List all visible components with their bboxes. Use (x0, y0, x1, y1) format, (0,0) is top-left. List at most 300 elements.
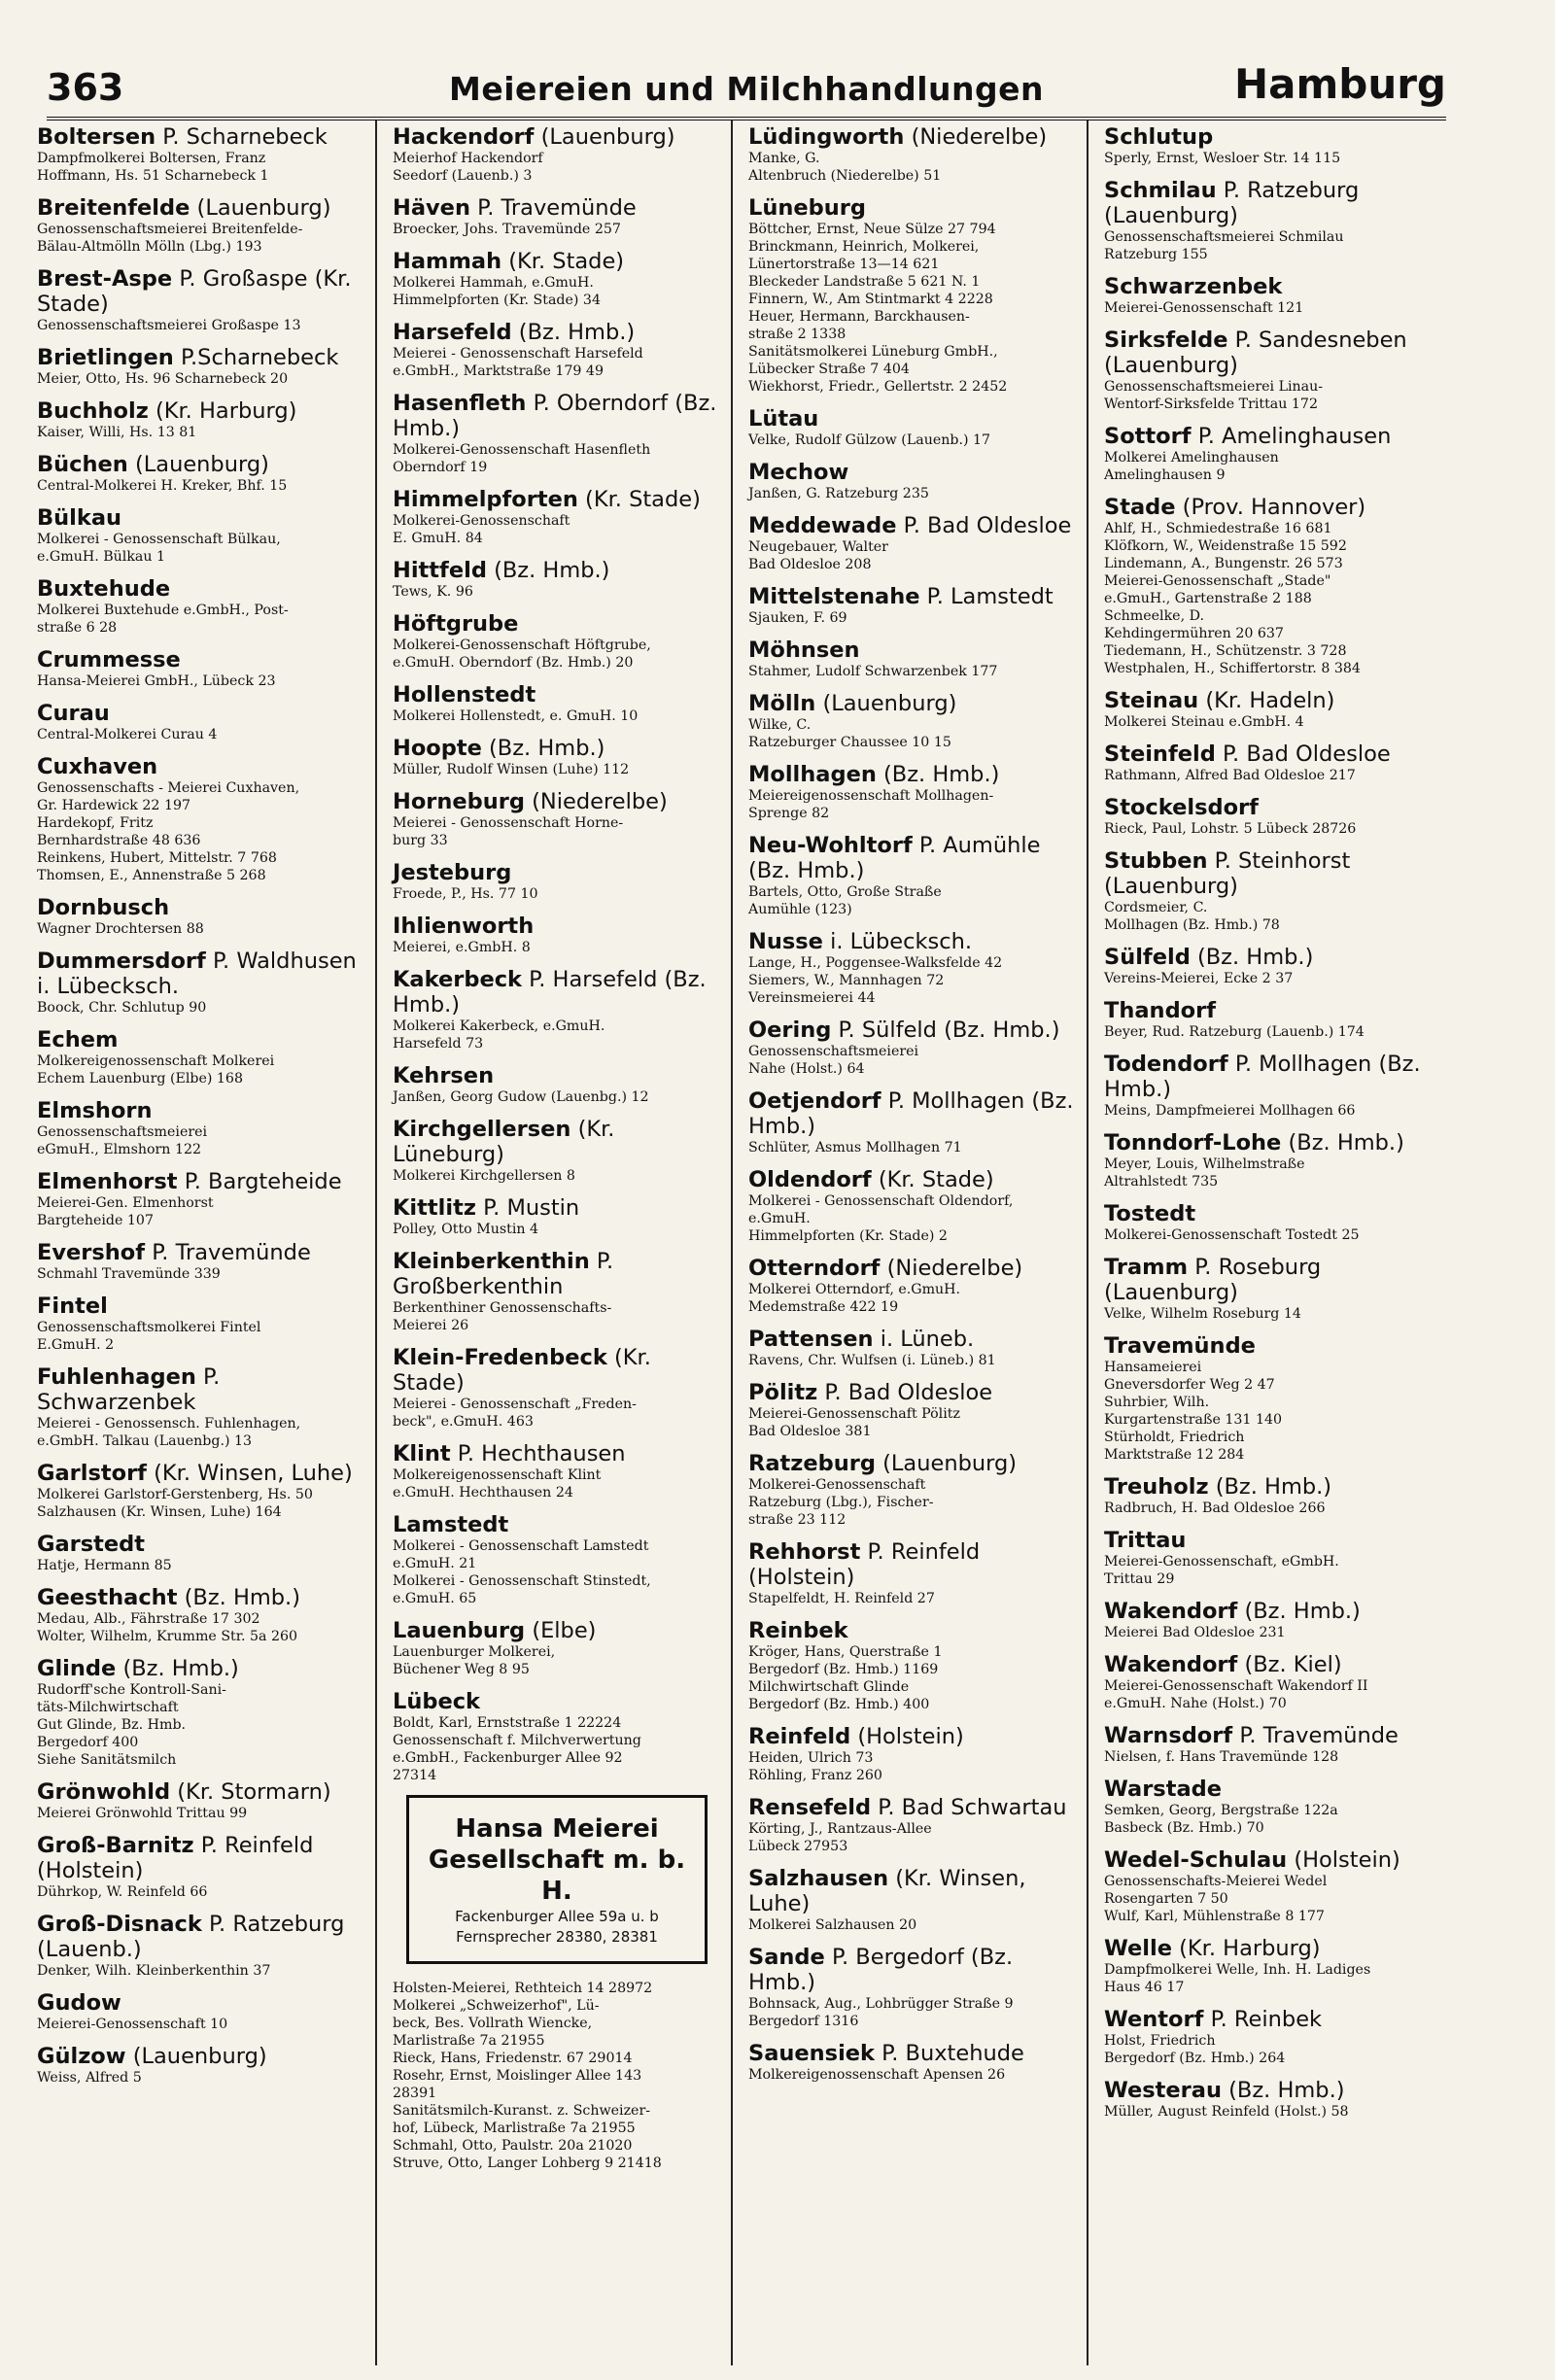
listing-line: Central-Molkerei H. Kreker, Bhf. 15 (37, 478, 288, 494)
directory-entry (393, 1345, 721, 1431)
place-name: Elmenhorst (37, 1169, 178, 1194)
place-region: (Kr. Stade) (508, 249, 625, 274)
listing-line: Genossenschaftsmeierei Großaspe 13 (37, 318, 301, 333)
place-name: Schlutup (1104, 124, 1214, 150)
listing-line: Molkereigenossenschaft Apensen 26 (748, 2067, 1006, 2083)
listing-line: Meierei - Genossenschaft „Freden- (393, 1397, 637, 1412)
place-name: Hollenstedt (393, 682, 536, 707)
listing-line: Molkerei Steinau e.GmbH. 4 (1104, 714, 1304, 730)
listing-line: Molkerei Kakerbeck, e.GmuH. (393, 1018, 605, 1034)
place-region: (Kr. Stade) (393, 1345, 651, 1396)
place-name: Travemünde (1104, 1333, 1256, 1359)
place-heading (393, 1345, 721, 1396)
listing-line: Aumühle (123) (748, 902, 852, 917)
place-heading (393, 736, 721, 761)
place-region: (Kr. Winsen, Luhe) (748, 1866, 1026, 1916)
listing-line: Genossenschaftsmeierei (37, 1124, 208, 1140)
place-name: Salzhausen (748, 1866, 889, 1891)
place-region: P. Mollhagen (Bz. Hmb.) (748, 1088, 1074, 1139)
place-heading (37, 1027, 365, 1052)
listing-line: Schmahl, Otto, Paulstr. 20a 21020 (393, 2138, 633, 2154)
place-heading (37, 1990, 365, 2016)
place-name: Klein-Fredenbeck (393, 1345, 607, 1370)
directory-entry (1104, 1652, 1434, 1712)
place-heading (37, 1461, 365, 1486)
listing-line: Molkerei Kirchgellersen 8 (393, 1168, 575, 1184)
place-name: Sauensiek (748, 2041, 876, 2066)
place-heading (37, 505, 365, 531)
listing-line: straße 6 28 (37, 620, 118, 636)
listing-line: Himmelpforten (Kr. Stade) 2 (748, 1228, 948, 1244)
listing-line: Meier, Otto, Hs. 96 Scharnebeck 20 (37, 371, 289, 387)
place-name: Westerau (1104, 2078, 1222, 2103)
place-heading (1104, 1776, 1434, 1802)
listing-line: Meierei - Genossenschaft Harsefeld (393, 346, 643, 362)
directory-entry (37, 1990, 365, 2033)
listing-line: Manke, G. (748, 151, 820, 166)
listing-line: e.GmuH. Nahe (Holst.) 70 (1104, 1696, 1287, 1711)
place-name: Büchen (37, 452, 128, 477)
place-region: P. Hechthausen (457, 1441, 626, 1466)
listing-line: Lübeck 27953 (748, 1839, 848, 1854)
place-name: Klint (393, 1441, 451, 1466)
place-heading (1104, 1528, 1434, 1553)
listing-line: Bergedorf 400 (37, 1735, 139, 1750)
listing-line: Meierei, e.GmbH. 8 (393, 940, 531, 955)
directory-entry (37, 754, 365, 884)
place-name: Steinfeld (1104, 742, 1216, 767)
place-heading (1104, 1599, 1434, 1624)
place-name: Oetjendorf (748, 1088, 881, 1114)
place-heading (1104, 1333, 1434, 1359)
ad-phone: Fernsprecher 28380, 28381 (456, 1928, 658, 1946)
listing-line: Hatje, Hermann 85 (37, 1558, 172, 1573)
listing-line: Molkerei Hammah, e.GmuH. (393, 275, 594, 291)
listing-line: Vereinsmeierei 44 (748, 990, 876, 1006)
listing-line: Rosehr, Ernst, Moislinger Allee 143 (393, 2068, 642, 2084)
place-name: Mittelstenahe (748, 584, 920, 609)
directory-entry (393, 914, 721, 956)
listing-line: Meierei - Genossenschaft Horne- (393, 815, 624, 831)
directory-entry (748, 1327, 1077, 1369)
city-heading: Hamburg (1234, 60, 1446, 108)
place-name: Brietlingen (37, 345, 174, 370)
directory-entry (37, 1364, 365, 1450)
listing-line: e.GmuH. 65 (393, 1591, 477, 1606)
place-region: P. Bad Schwartau (878, 1795, 1067, 1820)
place-heading (748, 691, 1077, 716)
place-region: (Niederelbe) (886, 1256, 1023, 1281)
place-heading (1104, 795, 1434, 820)
listing-line: Heiden, Ulrich 73 (748, 1750, 874, 1766)
listing-line: Wagner Drochtersen 88 (37, 921, 204, 937)
place-heading (393, 249, 721, 274)
listing-line: Genossenschaftsmeierei Breitenfelde- (37, 222, 303, 237)
columns (31, 121, 1450, 2365)
place-name: Sirksfelde (1104, 328, 1228, 353)
place-heading (1104, 495, 1434, 520)
place-heading (37, 266, 365, 317)
listing-line: Mollhagen (Bz. Hmb.) 78 (1104, 917, 1280, 933)
directory-entry (393, 1117, 721, 1185)
listing-line: Amelinghausen 9 (1104, 467, 1226, 483)
listing-line: Molkerei - Genossenschaft Stinstedt, (393, 1573, 651, 1589)
place-name: Himmelpforten (393, 487, 578, 512)
place-name: Rehhorst (748, 1539, 861, 1565)
place-name: Bülkau (37, 505, 122, 531)
place-name: Steinau (1104, 688, 1199, 713)
place-heading (37, 1364, 365, 1415)
place-heading (37, 576, 365, 602)
place-heading (37, 1240, 365, 1265)
place-heading (37, 452, 365, 477)
listing-line: Gut Glinde, Bz. Hmb. (37, 1717, 187, 1733)
place-heading (37, 1532, 365, 1557)
place-name: Pattensen (748, 1327, 874, 1352)
listing-line: Bohnsack, Aug., Lohbrügger Straße 9 (748, 1996, 1014, 2012)
place-heading (393, 1195, 721, 1221)
place-name: Häven (393, 195, 470, 221)
listing-line: Molkerei-Genossenschaft Tostedt 25 (1104, 1227, 1360, 1243)
place-region: P. Lamstedt (926, 584, 1054, 609)
listing-line: Molkerei Otterndorf, e.GmuH. (748, 1282, 961, 1297)
place-heading (1104, 848, 1434, 899)
place-name: Reinbek (748, 1618, 848, 1643)
directory-entry (748, 638, 1077, 680)
listing-line: Rathmann, Alfred Bad Oldesloe 217 (1104, 768, 1356, 783)
directory-entry (37, 195, 365, 256)
listing-line: Rosengarten 7 50 (1104, 1891, 1228, 1907)
place-name: Dummersdorf (37, 949, 206, 974)
listing-line: Körting, J., Rantzaus-Allee (748, 1821, 932, 1837)
place-heading (1104, 1474, 1434, 1500)
directory-entry (1104, 124, 1434, 167)
listing-line: Müller, Rudolf Winsen (Luhe) 112 (393, 762, 630, 777)
directory-entry (748, 195, 1077, 396)
listing-line: Meierei Bad Oldesloe 231 (1104, 1625, 1286, 1640)
listing-line: Bälau-Altmölln Mölln (Lbg.) 193 (37, 239, 262, 255)
listing-line: Böttcher, Ernst, Neue Sülze 27 794 (748, 222, 996, 237)
directory-entry (748, 1724, 1077, 1784)
listing-line: straße 23 112 (748, 1512, 847, 1528)
listing-line: Molkerei-Genossenschaft (393, 513, 570, 529)
listing-line: Molkerei Hollenstedt, e. GmuH. 10 (393, 708, 639, 724)
place-name: Boltersen (37, 124, 156, 150)
listing-line: Genossenschaft f. Milchverwertung (393, 1733, 641, 1748)
place-region: (Bz. Hmb.) (518, 320, 636, 345)
place-heading (37, 895, 365, 920)
place-name: Lüneburg (748, 195, 866, 221)
listing-line: Bartels, Otto, Große Straße (748, 884, 942, 900)
listing-line: eGmuH., Elmshorn 122 (37, 1142, 202, 1157)
place-region: (Bz. Hmb.) (1215, 1474, 1332, 1500)
listing-line: Bergedorf (Bz. Hmb.) 264 (1104, 2051, 1286, 2066)
place-name: Ihlienworth (393, 914, 535, 939)
directory-entry (748, 124, 1077, 185)
place-name: Kittlitz (393, 1195, 476, 1221)
directory-entry (1104, 1201, 1434, 1244)
place-region: P. Reinfeld (Holstein) (37, 1833, 314, 1883)
listing-line: Molkerei - Genossenschaft Lamstedt (393, 1538, 649, 1554)
listing-line: Sprenge 82 (748, 806, 830, 821)
listing-line: Stürholdt, Friedrich (1104, 1430, 1245, 1445)
place-name: Nusse (748, 929, 823, 954)
listing-line: Wentorf-Sirksfelde Trittau 172 (1104, 397, 1318, 412)
place-region: (Holstein) (857, 1724, 964, 1749)
listing-line: e.GmuH. 21 (393, 1556, 477, 1571)
place-heading (748, 1451, 1077, 1476)
place-heading (37, 1912, 365, 1962)
place-heading (1104, 124, 1434, 150)
directory-entry (393, 124, 721, 185)
column-2 (387, 121, 733, 2365)
directory-entry (393, 487, 721, 547)
listing-line: Himmelpforten (Kr. Stade) 34 (393, 293, 601, 308)
listing-line: Hoffmann, Hs. 51 Scharnebeck 1 (37, 168, 269, 184)
directory-entry (1104, 795, 1434, 838)
place-heading (393, 195, 721, 221)
listing-line: Lünertorstraße 13—14 621 (748, 257, 940, 272)
place-heading (393, 1441, 721, 1466)
place-region: P. Bad Oldesloe (824, 1380, 993, 1405)
place-name: Otterndorf (748, 1256, 881, 1281)
place-heading (1104, 688, 1434, 713)
listing-line: 27314 (393, 1768, 437, 1783)
directory-entry (37, 1240, 365, 1283)
listing-line: Meierei-Genossenschaft, eGmbH. (1104, 1554, 1339, 1569)
place-name: Garstedt (37, 1532, 146, 1557)
place-region: (Lauenburg) (882, 1451, 1018, 1476)
place-name: Hasenfleth (393, 391, 527, 416)
place-heading (37, 1169, 365, 1194)
place-region: P. Ratzeburg (Lauenburg) (1104, 178, 1360, 228)
directory-entry (393, 736, 721, 778)
place-region: (Lauenburg) (132, 2044, 267, 2069)
place-region: P. Bargteheide (184, 1169, 342, 1194)
directory-entry (1104, 178, 1434, 263)
place-name: Schmilau (1104, 178, 1217, 203)
place-heading (37, 345, 365, 370)
ad-address: Fackenburger Allee 59a u. b (455, 1908, 659, 1925)
place-heading (393, 124, 721, 150)
place-region: P. Travemünde (477, 195, 637, 221)
listing-line: Genossenschaftsmeierei Schmilau (1104, 229, 1344, 245)
directory-entry (748, 691, 1077, 751)
directory-entry (1104, 1776, 1434, 1837)
directory-entry (1104, 274, 1434, 317)
listing-line: Müller, August Reinfeld (Holst.) 58 (1104, 2104, 1349, 2120)
listing-line: Genossenschaftsmeierei (748, 1044, 919, 1059)
place-name: Mollhagen (748, 762, 877, 787)
place-name: Möhnsen (748, 638, 860, 663)
place-region: (Lauenburg) (822, 691, 957, 716)
listing-line: Wilke, C. (748, 717, 812, 733)
directory-entry (748, 1451, 1077, 1529)
place-region: P. Buxtehude (881, 2041, 1024, 2066)
listing-line: Genossenschaftsmolkerei Fintel (37, 1320, 261, 1335)
directory-entry (1104, 1130, 1434, 1190)
place-name: Sande (748, 1945, 825, 1970)
listing-line: Kehdingermühren 20 637 (1104, 626, 1284, 641)
listing-line: Meierei-Genossenschaft Wakendorf II (1104, 1678, 1368, 1694)
place-region: P. Mustin (483, 1195, 580, 1221)
place-name: Buchholz (37, 398, 149, 424)
directory-entry (1104, 2078, 1434, 2121)
listing-line: Milchwirtschaft Glinde (748, 1679, 910, 1695)
listing-line: Bargteheide 107 (37, 1213, 154, 1228)
place-heading (748, 124, 1077, 150)
listing-line: Sanitätsmilch-Kuranst. z. Schweizer- (393, 2103, 651, 2119)
listing-line: Gneversdorfer Weg 2 47 (1104, 1377, 1275, 1393)
listing-line: Meierei - Genossensch. Fuhlenhagen, (37, 1416, 301, 1431)
place-region: P. Sülfeld (Bz. Hmb.) (838, 1018, 1060, 1043)
listing-line: Velke, Rudolf Gülzow (Lauenb.) 17 (748, 432, 991, 448)
listing-line: Altrahlstedt 735 (1104, 1174, 1219, 1190)
place-name: Groß-Disnack (37, 1912, 202, 1937)
listing-line: Klöfkorn, W., Weidenstraße 15 592 (1104, 538, 1347, 554)
place-heading (37, 124, 365, 150)
directory-entry (393, 320, 721, 380)
place-name: Lüdingworth (748, 124, 905, 150)
place-region: P. Ratzeburg (Lauenb.) (37, 1912, 345, 1962)
listing-line: Lindemann, A., Bungenstr. 26 573 (1104, 556, 1343, 571)
place-name: Welle (1104, 1936, 1172, 1961)
column-3 (743, 121, 1088, 2365)
listing-line: Vereins-Meierei, Ecke 2 37 (1104, 971, 1294, 986)
place-region: P. Großberkenthin (393, 1249, 614, 1299)
listing-line: Medemstraße 422 19 (748, 1299, 899, 1315)
listing-line: Bergedorf 1316 (748, 2014, 859, 2029)
directory-entry (748, 762, 1077, 822)
place-name: Evershof (37, 1240, 146, 1265)
place-region: P. Aumühle (Bz. Hmb.) (748, 833, 1041, 883)
listing-line: e.GmuH. Bülkau 1 (37, 549, 166, 565)
directory-entry (37, 266, 365, 334)
place-heading (748, 1618, 1077, 1643)
directory-entry (748, 584, 1077, 627)
directory-entry (393, 558, 721, 601)
directory-entry (393, 1195, 721, 1238)
listing-line: Dampfmolkerei Welle, Inh. H. Ladiges (1104, 1962, 1371, 1978)
place-heading (748, 2041, 1077, 2066)
place-name: Lübeck (393, 1689, 481, 1714)
place-heading (748, 513, 1077, 538)
place-name: Treuholz (1104, 1474, 1209, 1500)
listing-line: Genossenschaftsmeierei Linau- (1104, 379, 1324, 395)
directory-entry (1104, 1255, 1434, 1323)
place-heading (393, 558, 721, 583)
place-name: Warnsdorf (1104, 1723, 1233, 1748)
place-region: (Bz. Hmb.) (489, 736, 605, 761)
listing-line: Neugebauer, Walter (748, 539, 888, 555)
listing-line: Sjauken, F. 69 (748, 610, 847, 626)
listing-line: Lauenburger Molkerei, (393, 1644, 556, 1660)
listing-line: Holsten-Meierei, Rethteich 14 28972 (393, 1981, 653, 1996)
listing-line: Meierei 26 (393, 1318, 469, 1333)
place-heading (37, 1779, 365, 1805)
directory-entry (37, 1585, 365, 1645)
column-4 (1098, 121, 1444, 2365)
listing-line: Meierei-Genossenschaft 121 (1104, 300, 1304, 316)
place-heading (1104, 742, 1434, 767)
place-heading (748, 460, 1077, 485)
place-heading (1104, 1847, 1434, 1873)
place-heading (37, 195, 365, 221)
place-heading (748, 1088, 1077, 1139)
place-heading (37, 754, 365, 779)
listing-line: Siehe Sanitätsmilch (37, 1752, 177, 1768)
listing-line: Marktstraße 12 284 (1104, 1447, 1245, 1463)
place-name: Wentorf (1104, 2007, 1204, 2032)
listing-line: Nahe (Holst.) 64 (748, 1061, 865, 1077)
listing-line: Genossenschafts - Meierei Cuxhaven, (37, 780, 300, 796)
listing-line: Bergedorf (Bz. Hmb.) 400 (748, 1697, 930, 1712)
listing-line: Hansa-Meierei GmbH., Lübeck 23 (37, 673, 276, 689)
directory-entry (37, 124, 365, 185)
place-region: (Prov. Hannover) (1182, 495, 1366, 520)
directory-entry (1104, 848, 1434, 934)
listing-line: Bad Oldesloe 208 (748, 557, 872, 572)
place-region: (Bz. Hmb.) (494, 558, 610, 583)
listing-line: Dampfmolkerei Boltersen, Franz (37, 151, 266, 166)
place-name: Pölitz (748, 1380, 818, 1405)
listing-line: e.GmuH. Hechthausen 24 (393, 1485, 573, 1500)
page-header (47, 60, 1446, 121)
place-region: (Bz. Hmb.) (122, 1656, 239, 1681)
place-region: (Bz. Hmb.) (1244, 1599, 1361, 1624)
listing-line: Molkerei Buxtehude e.GmbH., Post- (37, 603, 289, 618)
listing-line: Marlistraße 7a 21955 (393, 2033, 545, 2049)
place-heading (1104, 424, 1434, 449)
listing-line: Meierei-Gen. Elmenhorst (37, 1195, 214, 1211)
place-name: Oldendorf (748, 1167, 872, 1192)
directory-entry (748, 833, 1077, 918)
place-heading (748, 1380, 1077, 1405)
place-region: (Bz. Hmb.) (1288, 1130, 1404, 1156)
listing-line: hof, Lübeck, Marlistraße 7a 21955 (393, 2121, 636, 2136)
directory-entry (393, 391, 721, 476)
place-name: Lamstedt (393, 1512, 509, 1537)
listing-line: Gr. Hardewick 22 197 (37, 798, 191, 813)
place-name: Lütau (748, 406, 819, 431)
place-heading (1104, 1052, 1434, 1102)
place-heading (1104, 945, 1434, 970)
directory-entry (1104, 742, 1434, 784)
directory-entry (37, 345, 365, 388)
place-region: (Holstein) (1294, 1847, 1400, 1873)
place-name: Glinde (37, 1656, 117, 1681)
place-region: (Bz. Hmb.) (184, 1585, 300, 1610)
place-region: (Kr. Stade) (585, 487, 701, 512)
directory-entry (1104, 2007, 1434, 2067)
directory-entry (1104, 945, 1434, 987)
place-heading (748, 1866, 1077, 1916)
ad-company-name: Hansa Meierei (455, 1814, 659, 1844)
directory-entry (393, 682, 721, 725)
directory-entry (1104, 1723, 1434, 1766)
listing-line: Ratzeburg 155 (1104, 247, 1208, 262)
place-name: Sülfeld (1104, 945, 1191, 970)
listing-line: Molkerei Salzhausen 20 (748, 1917, 917, 1933)
place-heading (393, 320, 721, 345)
place-region: (Kr. Winsen, Luhe) (154, 1461, 353, 1486)
listing-line: Rudorff'sche Kontroll-Sani- (37, 1682, 226, 1698)
place-heading (37, 647, 365, 673)
place-name: Gülzow (37, 2044, 126, 2069)
place-region: P. Reinbek (1210, 2007, 1323, 2032)
place-region: P. Amelinghausen (1197, 424, 1392, 449)
place-name: Stubben (1104, 848, 1208, 874)
